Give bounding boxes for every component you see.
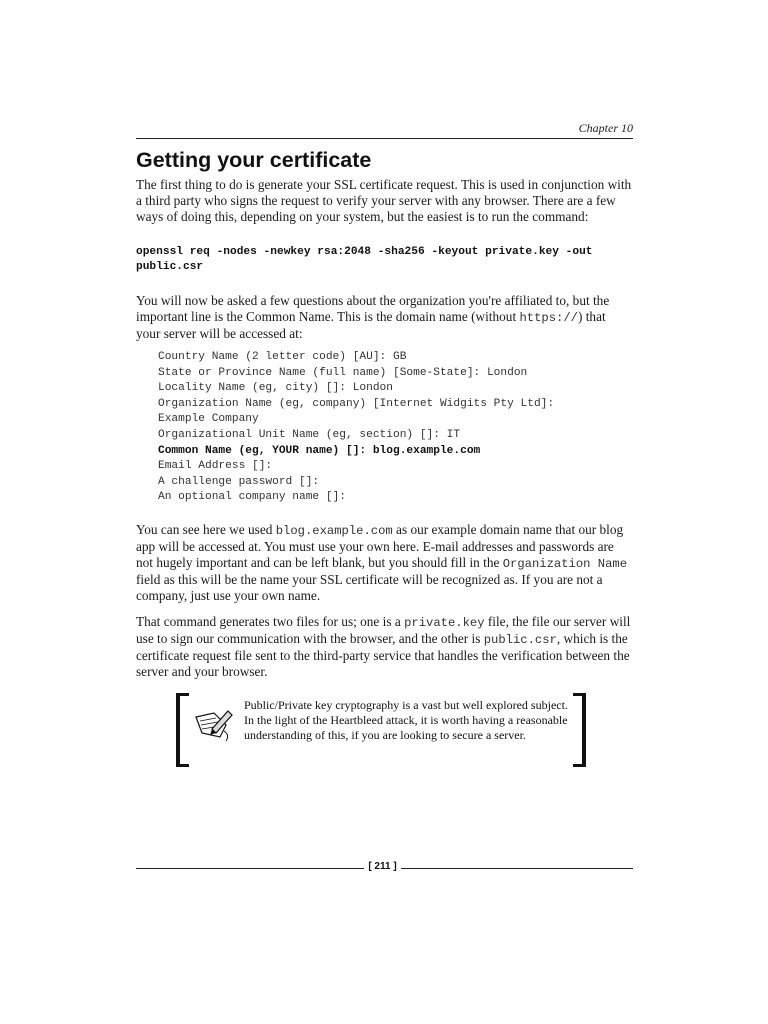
page-number: [ 211 ] (368, 861, 397, 872)
paragraph-text: as our example domain name that our blog app will be accessed at. You must use your own here. E-mail addresses and passwords are not hugely important and can be left blank, but you should fill in the (136, 521, 624, 570)
prompt-line: Country Name (2 letter code) [AU]: GB (158, 351, 407, 363)
footer-rule-left (136, 868, 364, 869)
paragraph-text: You will now be asked a few questions about the organization you're affiliated to, but the important line is the Common Name. This is the domain name (without (136, 293, 610, 324)
prompt-line: Organization Name (eg, company) [Internet Widgits Pty Ltd]: (158, 397, 555, 410)
note-text: Public/Private key cryptography is a vast but well explored subject. In the light of the Heartbleed attack, it is worth having a reasonable understanding of this, if you are looking to secure a server. (244, 698, 568, 742)
prompt-line: State or Province Name (full name) [Some-State]: London (158, 366, 528, 379)
prompt-line: A challenge password []: (158, 475, 320, 488)
note-bracket-right (573, 693, 586, 767)
paragraph-text: , which is the certificate request file sent to the third-party service that handles the verification between the server and your browser. (136, 630, 630, 679)
prompt-line: Locality Name (eg, city) []: London (158, 382, 393, 395)
page-content (136, 146, 633, 680)
prompt-line: Email Address []: (158, 460, 273, 473)
prompt-line: An optional company name []: (158, 491, 346, 504)
paragraph-text: field as this will be the name your SSL certificate will be recognized as. If you are not a company, just use your own name. (136, 571, 603, 603)
paragraph-domain-name (136, 522, 633, 604)
inline-code-https: https:// (519, 311, 578, 325)
inline-code-private-key: private.key (404, 615, 485, 630)
chapter-label: Chapter 10 (578, 121, 633, 135)
section-title: Getting your certificate (136, 148, 372, 172)
paragraph-generated-files (136, 614, 633, 680)
prompt-line: Organizational Unit Name (eg, section) []: IT (158, 428, 461, 441)
inline-code-organization-name: Organization Name (502, 556, 628, 571)
footer-rule-right (401, 868, 633, 869)
openssl-command: openssl req -nodes -newkey rsa:2048 -sha256 -keyout private.key -out public.csr (136, 246, 593, 273)
note-bracket-left (176, 693, 189, 767)
paragraph-text: ) that your server will be accessed at: (136, 309, 606, 341)
header-rule (136, 138, 633, 139)
prompt-line: Example Company (158, 413, 259, 426)
info-note-box (176, 693, 592, 765)
paragraph-text: You can see here we used (136, 521, 276, 537)
paragraph-intro: The first thing to do is generate your SSL certificate request. This is used in conjunction with a third party who signs the request to verify your server with any browser. There are a few ways of doing this, depending on your system, but the easiest is to run the command: (136, 177, 632, 224)
paragraph-text: That command generates two files for us; one is a (136, 613, 405, 629)
prompt-line-common-name: Common Name (eg, YOUR name) []: blog.example.com (158, 444, 481, 457)
paragraph-common-name (136, 293, 633, 342)
paragraph-text: file, the file our server will use to sign our communication with the browser, and the other is (136, 613, 631, 646)
inline-code-public-csr: public.csr (483, 632, 557, 647)
inline-code-domain: blog.example.com (275, 523, 393, 538)
note-pen-icon (190, 703, 234, 743)
csr-prompts-block (158, 350, 633, 506)
